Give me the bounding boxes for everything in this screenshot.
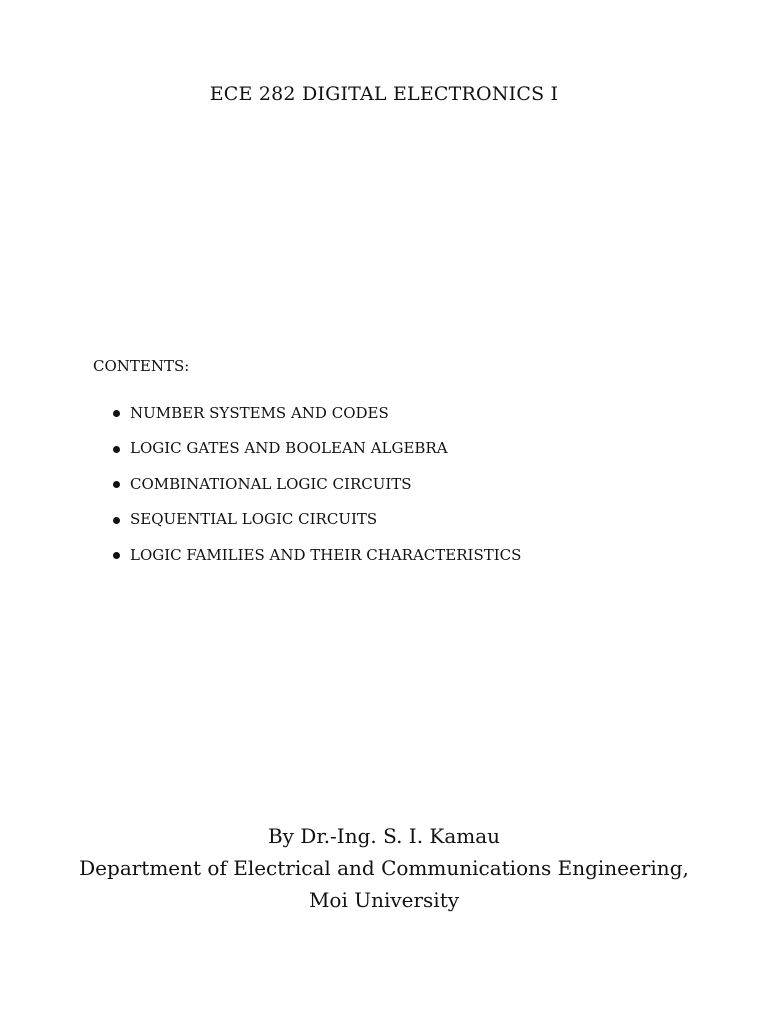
contents-item <box>113 431 521 467</box>
contents-item-label: NUMBER SYSTEMS AND CODES <box>130 403 389 422</box>
bullet-icon <box>113 446 120 453</box>
author-university: Moi University <box>308 888 460 912</box>
contents-item <box>113 502 521 538</box>
author-department: Department of Electrical and Communications Engineering, <box>79 856 689 880</box>
bullet-icon <box>113 410 120 417</box>
contents-item-label: COMBINATIONAL LOGIC CIRCUITS <box>130 474 412 493</box>
contents-item <box>113 395 521 431</box>
contents-item <box>113 537 521 573</box>
contents-item <box>113 466 521 502</box>
bullet-icon <box>113 552 120 559</box>
contents-item-label: LOGIC GATES AND BOOLEAN ALGEBRA <box>130 439 448 458</box>
author-name: By Dr.-Ing. S. I. Kamau <box>267 824 501 848</box>
contents-item-label: SEQUENTIAL LOGIC CIRCUITS <box>130 510 378 529</box>
document-title: ECE 282 DIGITAL ELECTRONICS I <box>209 83 559 105</box>
contents-list <box>113 395 521 573</box>
contents-heading: CONTENTS: <box>93 357 190 375</box>
contents-item-label: LOGIC FAMILIES AND THEIR CHARACTERISTICS <box>130 545 522 564</box>
bullet-icon <box>113 481 120 488</box>
author-block <box>0 820 768 916</box>
bullet-icon <box>113 517 120 524</box>
